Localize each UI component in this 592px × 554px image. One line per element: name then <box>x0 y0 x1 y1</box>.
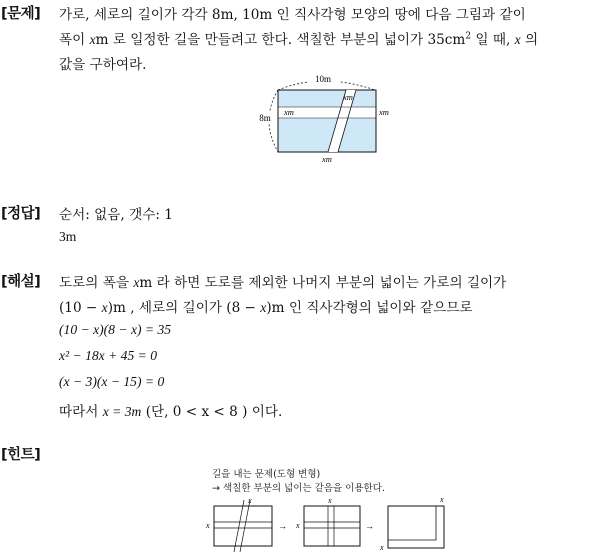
answer-value: 3m <box>59 229 77 244</box>
solution-conclusion: 따라서 x = 3m (단, 0 < x < 8 ) 이다. <box>59 404 283 420</box>
svg-text:x: x <box>440 495 444 504</box>
right-label: xm <box>379 107 389 117</box>
bottom-label: xm <box>322 154 332 164</box>
problem-label: [문제] <box>1 6 41 22</box>
solution-line-2: (10 − x)m , 세로의 길이가 (8 − x)m 인 직사각형의 넓이와 같으므로 <box>59 300 473 316</box>
answer-label: [정답] <box>1 206 41 222</box>
left-dimension-label: 8m <box>259 113 271 123</box>
arrow-2: → <box>365 521 374 531</box>
problem-line-2: 폭이 xm 로 일정한 길을 만들려고 한다. 색칠한 부분의 넓이가 $35cm^2$ 일 때, x 의 <box>59 31 539 48</box>
inner-top-label: xm <box>343 92 353 102</box>
svg-text:x: x <box>328 496 332 505</box>
top-dimension-label: 10m <box>314 74 332 84</box>
field-rect <box>278 90 376 152</box>
arrow-1: → <box>278 521 287 531</box>
problem-line-3: 값을 구하여라. <box>59 57 147 73</box>
hint-line-1: 길을 내는 문제(도형 변형) <box>212 469 321 480</box>
svg-text:x: x <box>248 496 252 505</box>
hint-label: [힌트] <box>1 447 41 463</box>
equation-3: (x − 3)(x − 15) = 0 <box>59 374 165 389</box>
hint-line-2: → 색칠한 부분의 넓이는 같음을 이용한다. <box>212 483 385 494</box>
solution-label: [해설] <box>1 274 41 290</box>
hint-figure-3 <box>379 495 444 552</box>
hint-figure-1 <box>205 496 272 552</box>
svg-text:x: x <box>206 521 210 530</box>
inner-left-label: xm <box>284 107 294 117</box>
answer-line-1: 순서: 없음, 갯수: 1 <box>59 207 173 223</box>
equation-1: (10 − x)(8 − x) = 35 <box>59 322 172 337</box>
problem-figure <box>252 70 402 170</box>
hint-figure <box>204 494 454 554</box>
svg-text:x: x <box>380 543 384 552</box>
problem-line-1: 가로, 세로의 길이가 각각 8m, 10m 인 직사각형 모양의 땅에 다음 그림과 같이 <box>59 7 526 23</box>
equation-2: x² − 18x + 45 = 0 <box>59 348 158 363</box>
svg-text:x: x <box>296 521 300 530</box>
hint-figure-2 <box>295 496 360 546</box>
solution-line-1: 도로의 폭을 xm 라 하면 도로를 제외한 나머지 부분의 넓이는 가로의 길이가 <box>59 275 507 291</box>
